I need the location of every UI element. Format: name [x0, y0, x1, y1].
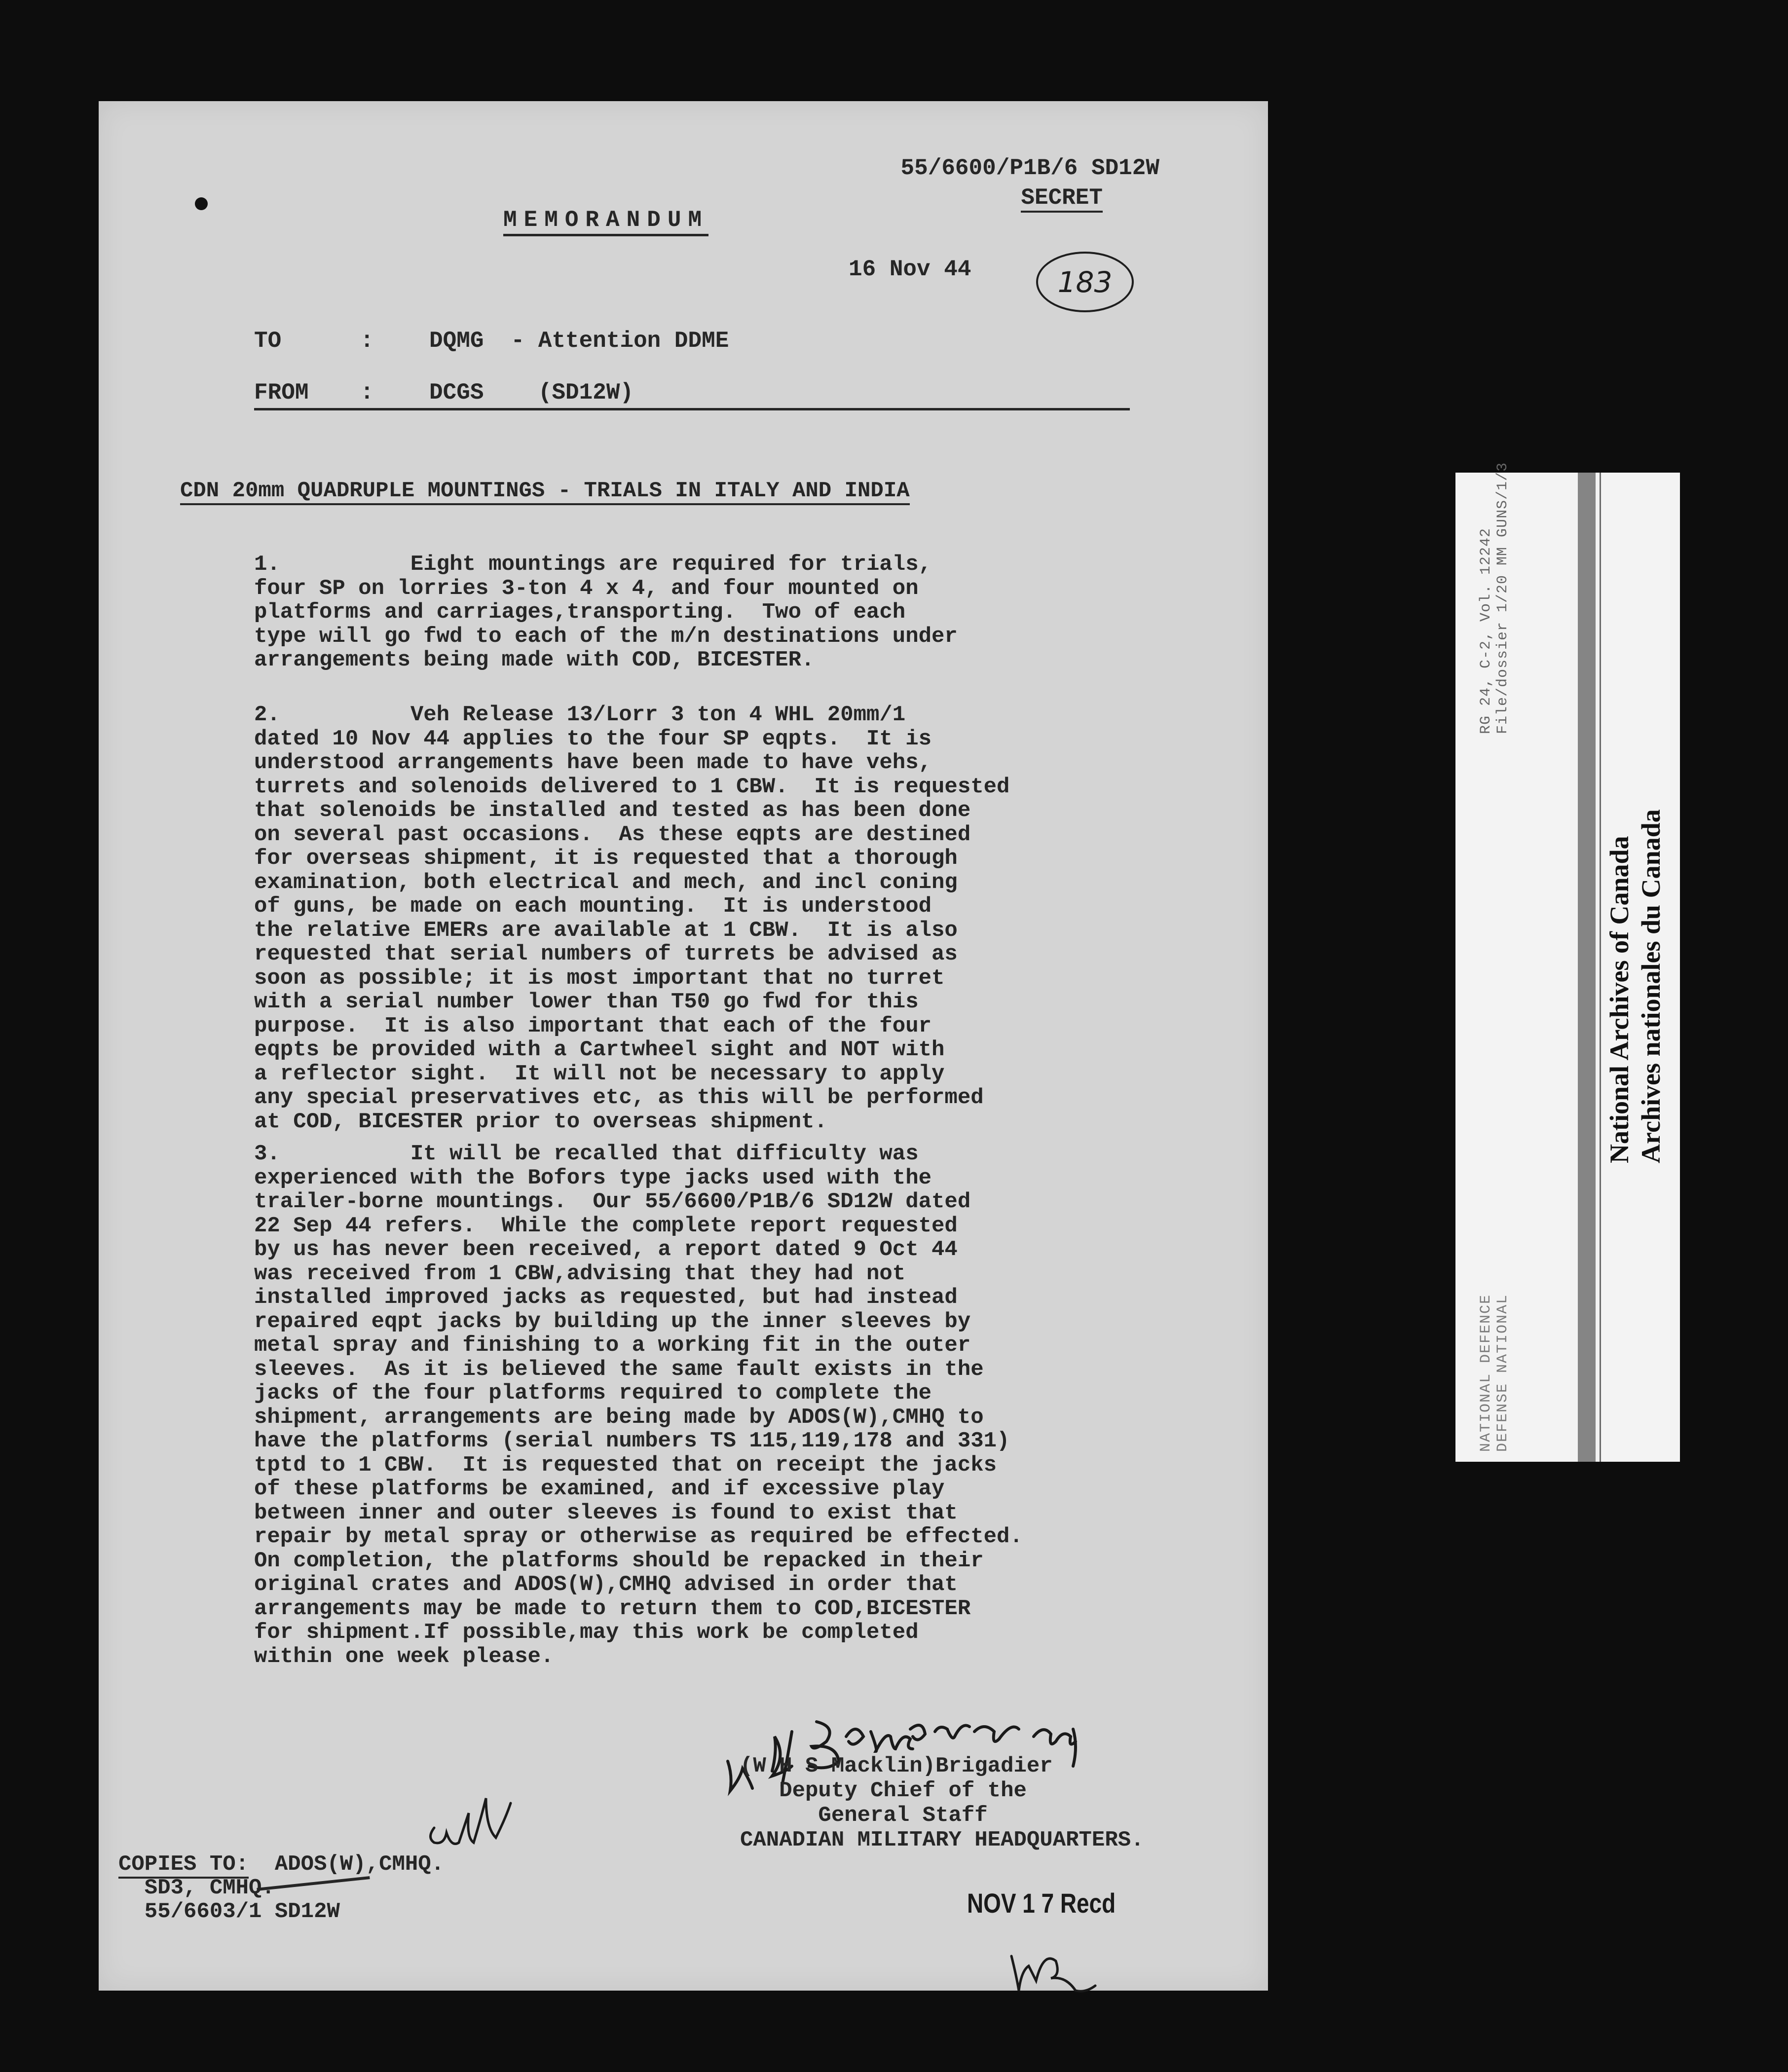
copies-label: COPIES TO:	[118, 1852, 249, 1879]
signature-block: (W H S Macklin)Brigadier Deputy Chief of the General Staff CANADIAN MILITARY HEADQUARTERS.	[740, 1754, 1144, 1852]
file-reference: 55/6600/P1B/6 SD12W	[900, 155, 1159, 181]
tab-rule	[1600, 473, 1601, 1462]
memo-page	[99, 101, 1268, 1991]
received-initials	[1002, 1926, 1125, 2000]
security-classification: SECRET	[1021, 185, 1103, 213]
memo-title: MEMORANDUM	[503, 207, 708, 236]
national-defence-label: NATIONAL DEFENCE DEFENSE NATIONAL	[1478, 1294, 1511, 1452]
paragraph-2: 2. Veh Release 13/Lorr 3 ton 4 WHL 20mm/1 dated 10 Nov 44 applies to the four SP eqpts. It is understood arrangements have been made to have vehs, turrets and solenoids delivered to 1 CBW. It is requested that solenoids be installed and tested as has been done on several past occasions. As these eqpts are destined for overseas shipment, it is requested that a thorough examination, both electrical and mech, and incl coning of guns, be made on each mounting. It is understood the relative EMERs are available at 1 CBW. It is also requested that serial numbers of turrets be advised as soon as possible; it is most important that no turret with a serial number lower than T50 go fwd for this purpose. It is also important that each of the four eqpts be provided with a Cartwheel sight and NOT with a reflector sight. It will not be necessary to apply any special preservatives etc, as this will be performed at COD, BICESTER prior to overseas shipment.	[254, 703, 1010, 1134]
from-value: DCGS (SD12W)	[429, 380, 634, 406]
paragraph-1: 1. Eight mountings are required for trials, four SP on lorries 3-ton 4 x 4, and four mounted on platforms and carriages,transporting. Two of each type will go fwd to each of the m/n destinations under arrangements being made with COD, BICESTER.	[254, 552, 958, 672]
from-separator: :	[360, 380, 374, 406]
tab-divider	[1578, 473, 1596, 1462]
memo-date: 16 Nov 44	[849, 257, 971, 282]
folio-number: 183	[1036, 252, 1134, 312]
to-value: DQMG - Attention DDME	[429, 328, 729, 354]
record-group-reference: RG 24, C-2, Vol. 12242 File/dossier 1/20 MM GUNS/1/3	[1478, 462, 1511, 734]
to-label: TO	[254, 328, 282, 354]
received-stamp: NOV 1 7 Recd	[967, 1887, 1116, 1919]
from-label: FROM	[254, 380, 309, 406]
archive-label-tab	[1455, 462, 1680, 1462]
punch-hole	[195, 197, 208, 210]
copies-list: ADOS(W),CMHQ. SD3, CMHQ. 55/6603/1 SD12W	[144, 1852, 445, 1924]
memo-subject: CDN 20mm QUADRUPLE MOUNTINGS - TRIALS IN ITALY AND INDIA	[180, 479, 910, 505]
to-separator: :	[360, 328, 374, 354]
paragraph-3: 3. It will be recalled that difficulty was experienced with the Bofors type jacks used with the trailer-borne mountings. Our 55/6600/P1B/6 SD12W dated 22 Sep 44 refers. While the complete report requested by us has never been received, a report dated 9 Oct 44 was received from 1 CBW,advising that they had not installed improved jacks as requested, but had instead repaired eqpt jacks by building up the inner sleeves by metal spray and finishing to a working fit in the outer sleeves. As it is believed the same fault exists in the jacks of the four platforms required to complete the shipment, arrangements are being made by ADOS(W),CMHQ to have the platforms (serial numbers TS 115,119,178 and 331) tptd to 1 CBW. It is requested that on receipt the jacks of these platforms be examined, and if excessive play between inner and outer sleeves is found to exist that repair by metal spray or otherwise as required be effected. On completion, the platforms should be repacked in their original crates and ADOS(W),CMHQ advised in order that arrangements may be made to return them to COD,BICESTER for shipment.If possible,may this work be completed within one week please.	[254, 1142, 1023, 1669]
handwritten-initials	[419, 1769, 523, 1862]
header-rule	[254, 408, 1130, 410]
national-archives-label: National Archives of Canada Archives nationales du Canada	[1604, 809, 1666, 1163]
